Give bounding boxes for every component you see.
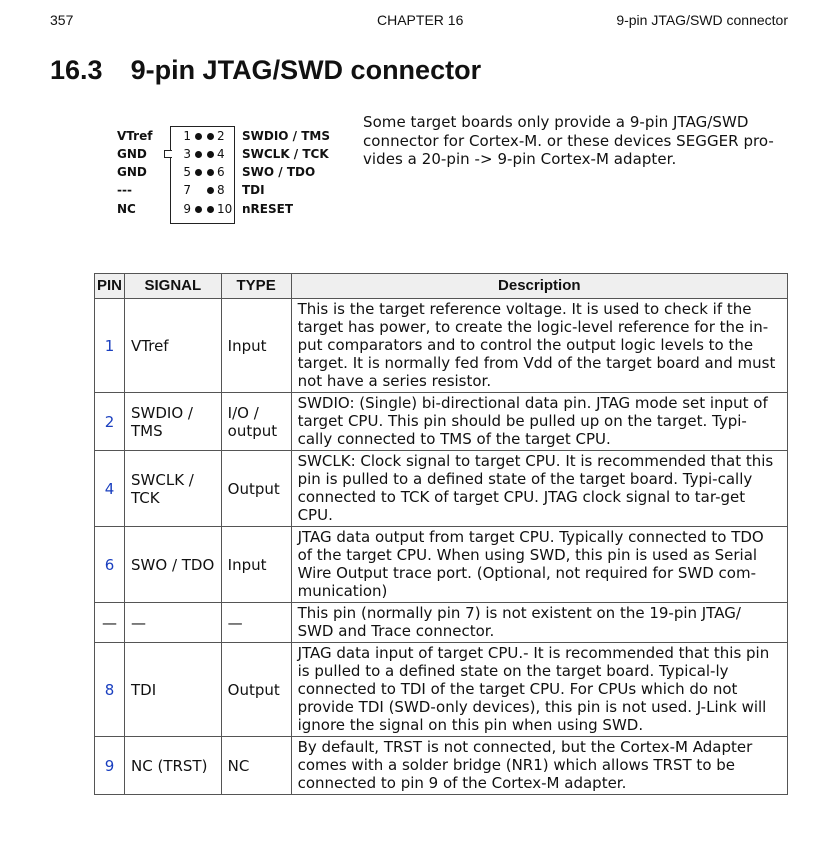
section-heading (50, 55, 481, 86)
pin-number-cell: — (95, 603, 125, 643)
connector-diagram (117, 126, 357, 226)
description-cell: SWCLK: Clock signal to target CPU. It is recommended that this pin is pulled to a defined state of the target board. Typi-cally connected to TCK of target CPU. JTAG clock signal to tar-get CPU. (291, 451, 787, 527)
table-row (95, 393, 788, 451)
connector-left-label: GND (117, 147, 147, 161)
running-title: 9-pin JTAG/SWD connector (616, 12, 788, 28)
signal-cell: SWO / TDO (125, 527, 222, 603)
description-cell: JTAG data input of target CPU.- It is recommended that this pin is pulled to a defined state on the target board. Typical-ly connected to TDI of the target CPU. For CPUs which do not provide TDI (SWD-only devices), this pin is not used. J-Link will ignore the signal on this pin when using SWD. (291, 643, 787, 737)
pin-dot (207, 187, 214, 194)
type-cell: Input (221, 299, 291, 393)
pin-number-link[interactable]: 4 (95, 451, 125, 527)
column-header-type: TYPE (221, 274, 291, 299)
type-cell: NC (221, 737, 291, 795)
table-row (95, 603, 788, 643)
connector-right-pin: 6 (217, 165, 225, 179)
column-header-pin: PIN (95, 274, 125, 299)
signal-cell: NC (TRST) (125, 737, 222, 795)
column-header-description: Description (291, 274, 787, 299)
pin-dot (207, 169, 214, 176)
column-header-signal: SIGNAL (125, 274, 222, 299)
pin-number-link[interactable]: 8 (95, 643, 125, 737)
pin-dot (207, 133, 214, 140)
pin-dot (207, 151, 214, 158)
type-cell: — (221, 603, 291, 643)
connector-left-label: GND (117, 165, 147, 179)
connector-right-pin: 4 (217, 147, 225, 161)
pin-dot (195, 169, 202, 176)
signal-cell: VTref (125, 299, 222, 393)
intro-paragraph: Some target boards only provide a 9-pin JTAG/SWD connector for Cortex-M. or these devices SEGGER pro-vides a 20-pin -> 9-pin Cortex-M adapter. (363, 113, 774, 168)
type-cell: Output (221, 451, 291, 527)
table-row (95, 299, 788, 393)
connector-right-pin: 8 (217, 183, 225, 197)
connector-left-label: --- (117, 183, 132, 197)
chapter-label: CHAPTER 16 (377, 12, 464, 28)
table-row (95, 527, 788, 603)
pin-dot (207, 206, 214, 213)
type-cell: I/O / output (221, 393, 291, 451)
table-row (95, 451, 788, 527)
pin-number-link[interactable]: 1 (95, 299, 125, 393)
connector-right-label: SWO / TDO (242, 165, 316, 179)
running-header (50, 12, 788, 32)
pin-dot (195, 133, 202, 140)
connector-left-label: NC (117, 202, 136, 216)
description-cell: This pin (normally pin 7) is not existent on the 19-pin JTAG/ SWD and Trace connector. (291, 603, 787, 643)
connector-right-label: SWCLK / TCK (242, 147, 329, 161)
connector-left-pin: 1 (183, 129, 191, 143)
connector-left-pin: 5 (183, 165, 191, 179)
connector-left-label: VTref (117, 129, 153, 143)
signal-cell: — (125, 603, 222, 643)
connector-row (117, 182, 357, 198)
connector-row (117, 201, 357, 217)
table-header-row (95, 274, 788, 299)
pin-number-link[interactable]: 2 (95, 393, 125, 451)
section-title: 9-pin JTAG/SWD connector (130, 55, 482, 85)
connector-right-label: nRESET (242, 202, 294, 216)
connector-row (117, 146, 357, 162)
type-cell: Output (221, 643, 291, 737)
connector-left-pin: 7 (183, 183, 191, 197)
signal-cell: SWDIO / TMS (125, 393, 222, 451)
type-cell: Input (221, 527, 291, 603)
connector-right-label: TDI (242, 183, 265, 197)
pin-table (94, 273, 788, 795)
pin-dot (195, 151, 202, 158)
description-cell: SWDIO: (Single) bi-directional data pin. JTAG mode set input of target CPU. This pin should be pulled up on the target. Typi-cally connected to TMS of the target CPU. (291, 393, 787, 451)
connector-right-pin: 2 (217, 129, 225, 143)
connector-row (117, 164, 357, 180)
connector-right-label: SWDIO / TMS (242, 129, 331, 143)
section-number: 16.3 (50, 55, 103, 85)
description-cell: This is the target reference voltage. It is used to check if the target has power, to create the logic-level reference for the in-put comparators and to control the output logic levels to the target. It is normally fed from Vdd of the target board and must not have a series resistor. (291, 299, 787, 393)
pin-number-link[interactable]: 9 (95, 737, 125, 795)
pin-dot (195, 206, 202, 213)
connector-left-pin: 3 (183, 147, 191, 161)
signal-cell: TDI (125, 643, 222, 737)
pin-number-link[interactable]: 6 (95, 527, 125, 603)
connector-left-pin: 9 (183, 202, 191, 216)
table-row (95, 737, 788, 795)
connector-row (117, 128, 357, 144)
description-cell: JTAG data output from target CPU. Typically connected to TDO of the target CPU. When using SWD, this pin is used as Serial Wire Output trace port. (Optional, not required for SWD com-munication) (291, 527, 787, 603)
description-cell: By default, TRST is not connected, but the Cortex-M Adapter comes with a solder bridge (NR1) which allows TRST to be connected to pin 9 of the Cortex-M adapter. (291, 737, 787, 795)
page-number: 357 (50, 12, 74, 28)
table-row (95, 643, 788, 737)
connector-right-pin: 10 (217, 202, 233, 216)
signal-cell: SWCLK / TCK (125, 451, 222, 527)
